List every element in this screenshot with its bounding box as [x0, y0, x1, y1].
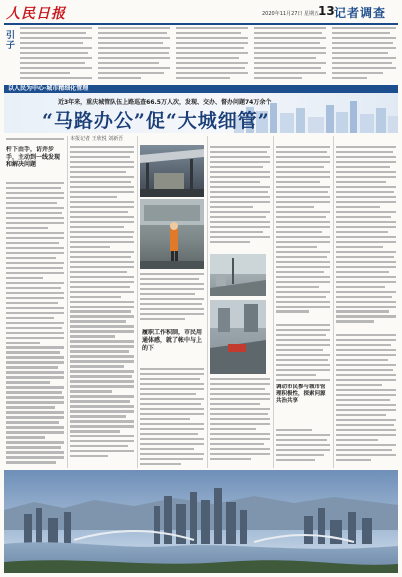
photo-illustration [210, 254, 266, 296]
panorama-photo [4, 470, 398, 573]
commentary-column [332, 27, 396, 83]
article-headline: “马路办公”促“大城细管” [42, 110, 270, 132]
article-column [276, 146, 330, 320]
column-rule [273, 136, 274, 468]
news-photo-street [210, 254, 266, 296]
section-bar [4, 85, 398, 93]
commentary-strip [6, 27, 396, 83]
commentary-column [20, 27, 92, 83]
photo-illustration [210, 300, 266, 374]
photo-illustration [140, 199, 204, 269]
pullquote-left: 杆下由手，访并步手，主动到一线发现和解决问题 [6, 146, 61, 168]
column-rule [67, 136, 68, 468]
commentary-column [176, 27, 248, 83]
pullquote-middle: 履职工作积制，市民用通体感，就了帐中与上的下 [142, 329, 202, 352]
article-subhead: 近3年来，重庆城管队伍上路巡查66.5万人次，发现、交办、督办问题74万余个 [58, 99, 272, 106]
article-column [210, 146, 270, 250]
city-panorama [4, 470, 398, 573]
article-column [6, 182, 64, 468]
article-column [336, 146, 396, 330]
commentary-mark: 引子 [6, 31, 16, 51]
column-rule [207, 136, 208, 468]
masthead-rule [4, 23, 398, 25]
article-column [210, 378, 270, 468]
article-column [6, 138, 64, 146]
news-photo-canopy [140, 145, 204, 197]
section-label: 以人民为中心·城市精细化管理 [8, 85, 89, 92]
newspaper-logo: 人民日报 [6, 6, 66, 22]
issue-date: 2020年11月27日 星期五 [262, 11, 320, 17]
pullquote-right: 调动市民参与城市管理积极性，探索问源共治共享 [276, 384, 330, 428]
byline: 本报记者 王欣悦 刘新吾 [70, 136, 124, 142]
page-number: 13 [318, 4, 335, 18]
news-photo-road [210, 300, 266, 374]
article-column [140, 273, 204, 325]
page-name: 记者调查 [334, 6, 387, 20]
column-rule [333, 136, 334, 468]
commentary-column [254, 27, 326, 83]
article-column [70, 146, 134, 468]
news-photo-worker [140, 199, 204, 269]
masthead [0, 0, 402, 24]
commentary-column [98, 27, 170, 83]
column-rule [137, 136, 138, 468]
photo-illustration [140, 145, 204, 197]
article-column [140, 368, 204, 468]
headline-banner [4, 93, 398, 133]
article-column [336, 334, 396, 468]
